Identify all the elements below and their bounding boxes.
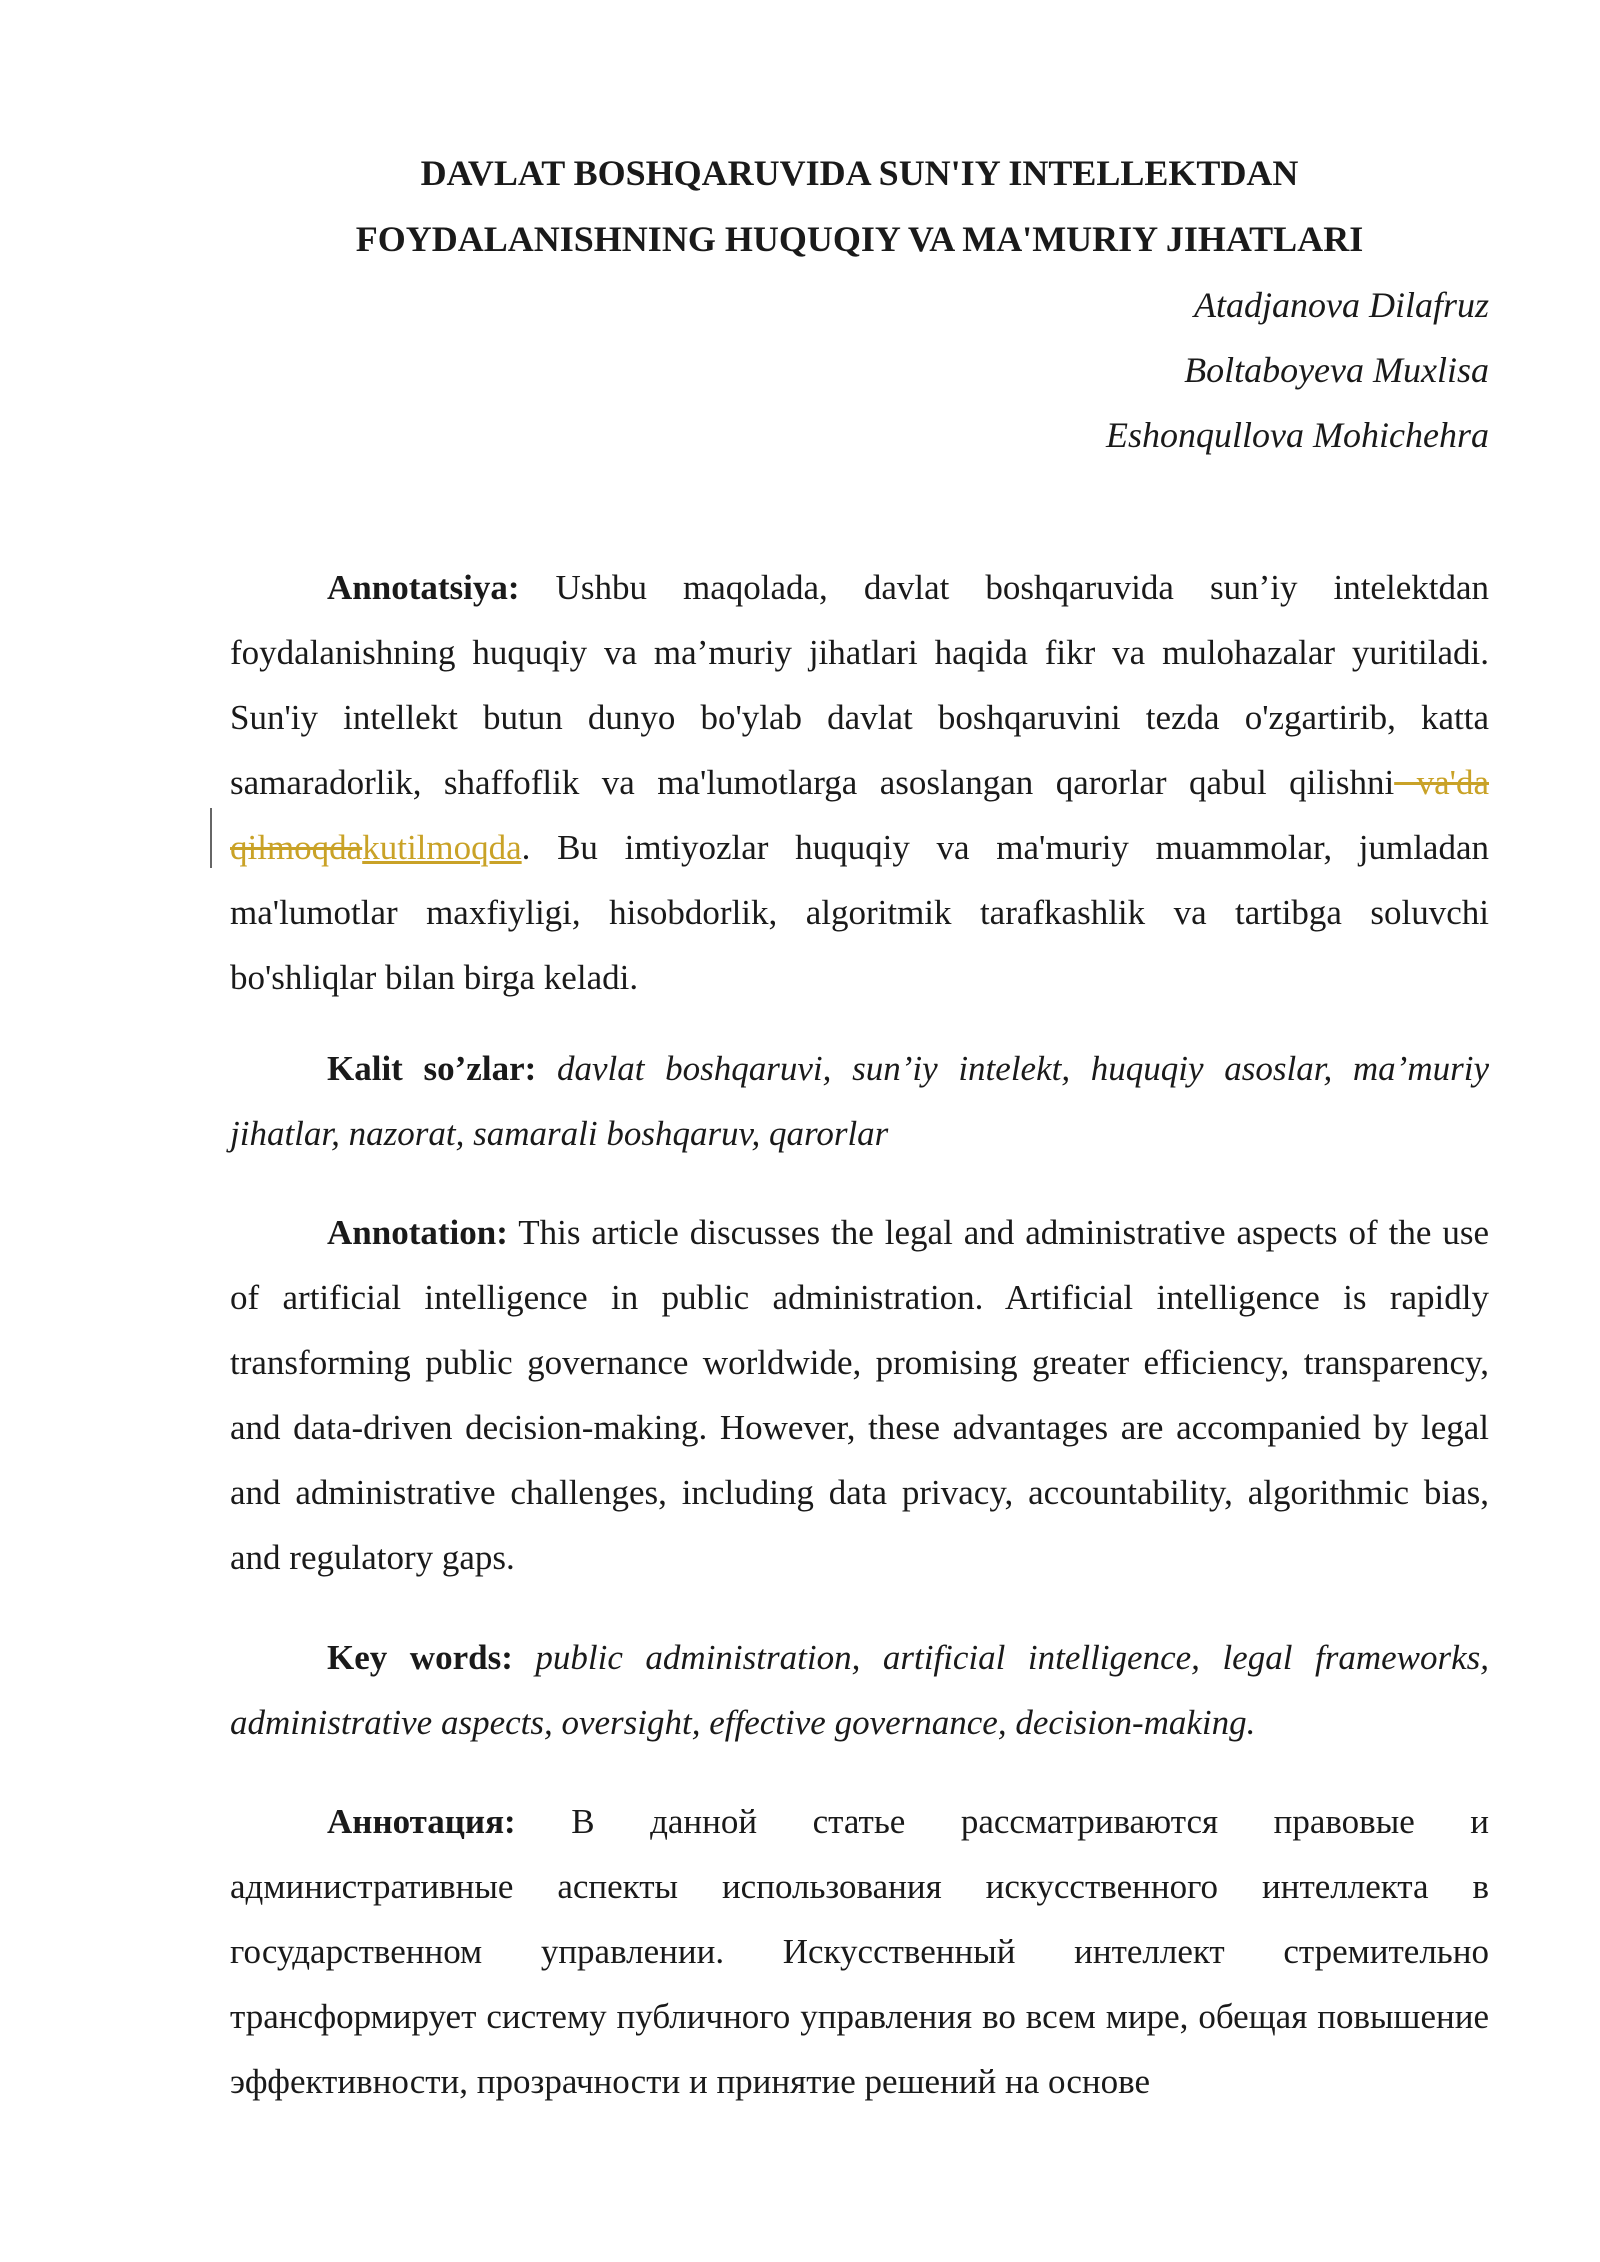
keywords-english-text: public administration, artificial intelligence, legal frameworks, administrative aspects, oversight, effective governance, decision-making. xyxy=(230,1638,1490,1742)
annotation-english-text: This article discusses the legal and administrative aspects of the use of artificial intelligence in public administration. Artificial intelligence is rapidly transforming public governance worldwide, promising greater efficiency, transparency, and data-driven decision-making. However, these advantages are accompanied by legal and administrative challenges, including data privacy, accountability, algorithmic bias, and regulatory gaps. xyxy=(230,1213,1489,1577)
keywords-uzbek-label: Kalit so’zlar: xyxy=(327,1049,537,1088)
tracked-deletion[interactable]: va'da qilmoqda xyxy=(230,763,1489,867)
annotation-russian-label: Аннотация: xyxy=(327,1802,516,1841)
author-name: Atadjanova Dilafruz xyxy=(1194,285,1489,325)
title-line-1: DAVLAT BOSHQARUVIDA SUN'IY INTELLEKTDAN xyxy=(420,153,1299,193)
annotation-english-label: Annotation: xyxy=(327,1213,508,1252)
tracked-insertion[interactable]: kutilmoqda xyxy=(362,828,522,867)
keywords-english-label: Key words: xyxy=(327,1638,513,1677)
keywords-english xyxy=(230,1625,1489,1755)
change-marker-bar xyxy=(210,808,212,868)
author-name: Eshonqullova Mohichehra xyxy=(1106,415,1489,455)
keywords-uzbek-text: davlat boshqaruvi, sun’iy intelekt, huquqiy asoslar, ma’muriy jihatlar, nazorat, samarali boshqaruv, qarorlar xyxy=(230,1049,1489,1153)
annotation-russian xyxy=(230,1789,1489,2114)
annotation-uzbek xyxy=(230,555,1489,1010)
annotation-english xyxy=(230,1200,1489,1590)
author-list xyxy=(230,273,1489,468)
author-name: Boltaboyeva Muxlisa xyxy=(1184,350,1489,390)
title-line-2: FOYDALANISHNING HUQUQIY VA MA'MURIY JIHATLARI xyxy=(355,219,1364,259)
article-title xyxy=(230,140,1489,272)
annotation-uzbek-text-end: . Bu imtiyozlar huquqiy va ma'muriy muammolar, jumladan ma'lumotlar maxfiyligi, hisobdorlik, algoritmik tarafkashlik va tartibga soluvchi bo'shliqlar bilan birga keladi. xyxy=(230,828,1489,997)
keywords-uzbek xyxy=(230,1036,1489,1166)
annotation-uzbek-label: Annotatsiya: xyxy=(327,568,520,607)
annotation-uzbek-text: Ushbu maqolada, davlat boshqaruvida sun’iy intelektdan foydalanishning huquqiy va ma’muriy jihatlari haqida fikr va mulohazalar yuritiladi. Sun'iy intellekt butun dunyo bo'ylab davlat boshqaruvini tezda o'zgartirib, katta samaradorlik, shaffoflik va ma'lumotlarga asoslangan qarorlar qabul qilishni xyxy=(230,568,1489,802)
annotation-russian-text: В данной статье рассматриваются правовые и административные аспекты использования искусственного интеллекта в государственном управлении. Искусственный интеллект стремительно трансформирует систему публичного управления во всем мире, обещая повышение эффективности, прозрачности и принятие решений на основе xyxy=(230,1802,1489,2101)
